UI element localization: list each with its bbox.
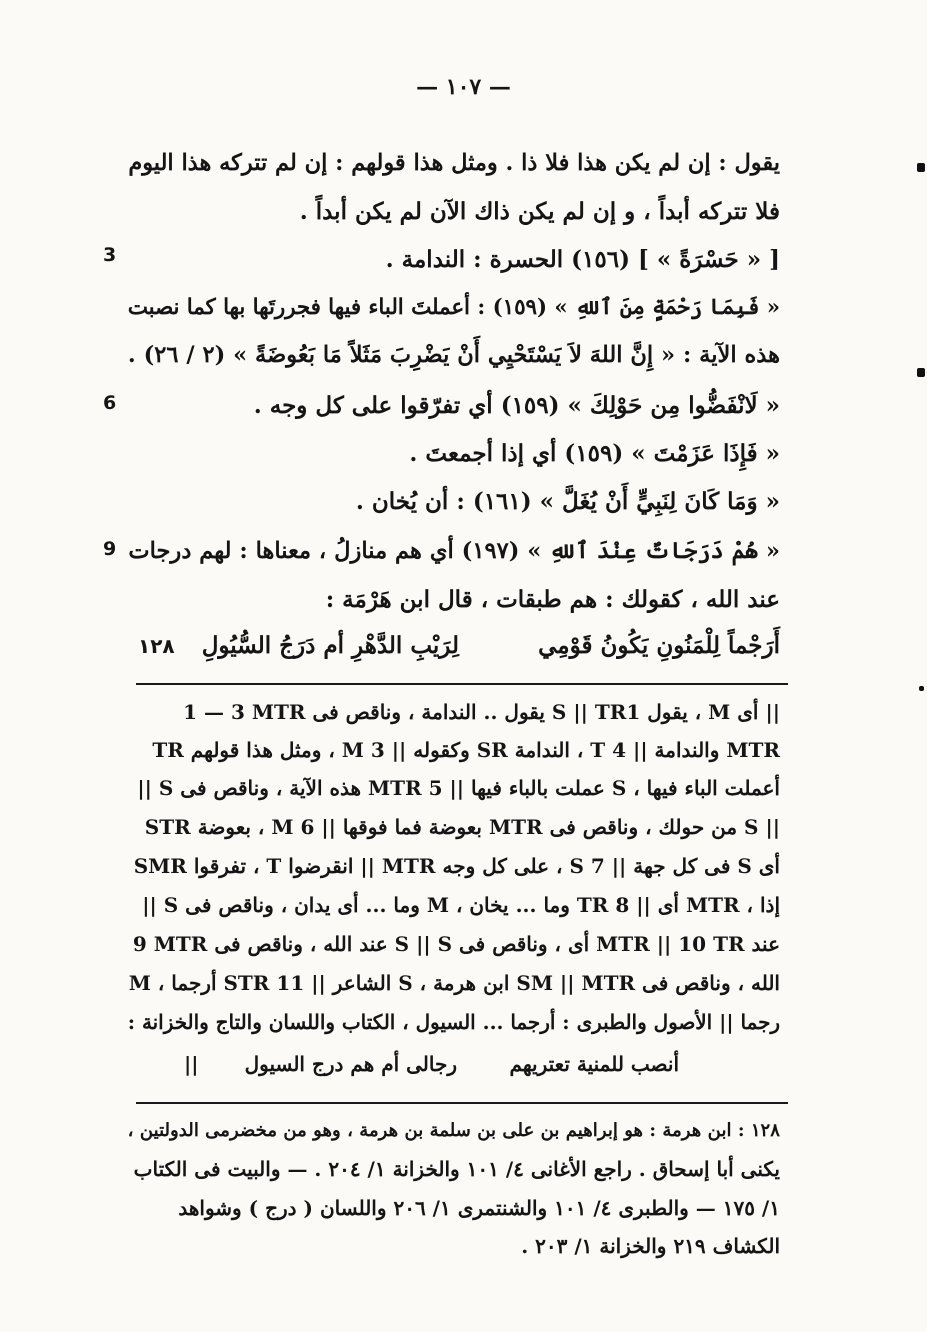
footnote-line: ١٢٨ : ابن هرمة : هو إبراهيم بن على بن سلمة بن هرمة ، وهو من مخضرمى الدولتين ، (127, 1120, 780, 1141)
line-number: 6 (103, 392, 117, 414)
apparatus-line: 9 MTR عند الله ، وناقص فى S || S أى ، وناقص فى MTR || 10 TR عند (132, 932, 780, 956)
page-number: — ١٠٧ — (416, 74, 511, 100)
apparatus-line: إذا ، MTR أى || 8 TR وما ... يخان ، M وما ... أى يدان ، وناقص فى S || (142, 893, 780, 917)
apparatus-line: 1 — 3 MTR يقول .. الندامة ، وناقص فى S || TR1 يقول ، M أى || (183, 700, 780, 724)
apparatus-line: رجما || الأصول والطبرى : أرجما ... السيول ، الكتاب واللسان والتاج والخزانة : (127, 1010, 780, 1034)
footnote-line: الكشاف ٢١٩ والخزانة ١/ ٢٠٣ . (521, 1234, 780, 1258)
main-text-line: [ « حَسْرَةً » ] (١٥٦) الحسرة : الندامة . (385, 246, 780, 273)
line-number: 9 (103, 538, 117, 560)
footnote-line: ١/ ١٧٥ — والطبرى ٤/ ١٠١ والشنتمرى ١/ ٢٠٦ واللسان ( درج ) وشواهد (178, 1196, 780, 1220)
main-text-line: فلا تتركه أبداً ، و إن لم يكن ذاك الآن لم يكن أبداً . (299, 198, 780, 225)
verse-second-hemistich: لِرَيْبِ الدَّهْرِ أم دَرَجُ السُّيُولِ (201, 632, 459, 659)
apparatus-verse-second: رجالى أم هم درج السيول (244, 1052, 457, 1076)
apparatus-line: TR ومثل هذا قولهم ، M وكقوله || 3 SR الندامة ، T والندامة || 4 MTR (152, 738, 780, 762)
apparatus-verse-marker: || (184, 1052, 199, 1076)
main-text-line: « هُمْ دَرَجَاتٌ عِنْدَ ٱللهِ » (١٩٧) أي هم منازلُ ، معناها : لهم درجات (128, 538, 780, 564)
separator-rule (136, 1102, 788, 1104)
apparatus-verse-first: أنصب للمنية تعتريهم (509, 1052, 679, 1076)
margin-mark (917, 163, 925, 172)
separator-rule (136, 683, 788, 685)
margin-mark (919, 686, 924, 691)
main-text-line: « وَمَا كَانَ لِنَبِيٍّ أَنْ يُغَلَّ » (١٦١) : أن يُخان . (355, 488, 780, 515)
apparatus-line: STR بعوضة ، M بعوضة فما فوقها || 6 MTR من حولك ، وناقص فى S || (144, 815, 780, 839)
main-text-line: « فَإِذَا عَزَمْتَ » (١٥٩) أي إذا أجمعتَ . (409, 440, 780, 467)
line-number: 3 (103, 244, 117, 266)
verse-first-hemistich: أَرَجْماً لِلْمَنُونِ يَكُونُ قَوْمِي (538, 632, 780, 659)
apparatus-line: SMR تفرقوا ، T انقرضوا || MTR على كل وجه ، S فى كل جهة || 7 S أى (133, 854, 780, 878)
main-text-line: يقول : إن لم يكن هذا فلا ذا . ومثل هذا قولهم : إن لم تتركه هذا اليوم (128, 150, 780, 176)
apparatus-line: أعملت الباء فيها ، S عملت بالباء فيها || 5 MTR هذه الآية ، وناقص فى S || (137, 776, 780, 800)
main-text-line: « فَبِمَا رَحْمَةٍ مِنَ ٱللهِ » (١٥٩) : أعملتَ الباء فيها فجررتَها بها كما نصبت (127, 295, 780, 320)
apparatus-line: الله ، وناقص فى SM || MTR ابن هرمة ، S الشاعر || 11 STR أرجما ، M (128, 971, 780, 995)
verse-number: ١٢٨ (138, 634, 175, 658)
margin-mark (917, 368, 925, 377)
main-text-line: هذه الآية : « إِنَّ اللهَ لاَ يَسْتَحْيِي أَنْ يَضْرِبَ مَثَلاً مَا بَعُوضَةً » (٢ / ٢٦) . (127, 342, 780, 368)
main-text-line: عند الله ، كقولك : هم طبقات ، قال ابن هَرْمَة : (325, 586, 780, 613)
footnote-line: يكنى أبا إسحاق . راجع الأغانى ٤/ ١٠١ والخزانة ١/ ٢٠٤ . — والبيت فى الكتاب (133, 1157, 780, 1181)
main-text-line: « لَانْفَضُّوا مِن حَوْلِكَ » (١٥٩) أي تفرّقوا على كل وجه . (253, 392, 780, 419)
